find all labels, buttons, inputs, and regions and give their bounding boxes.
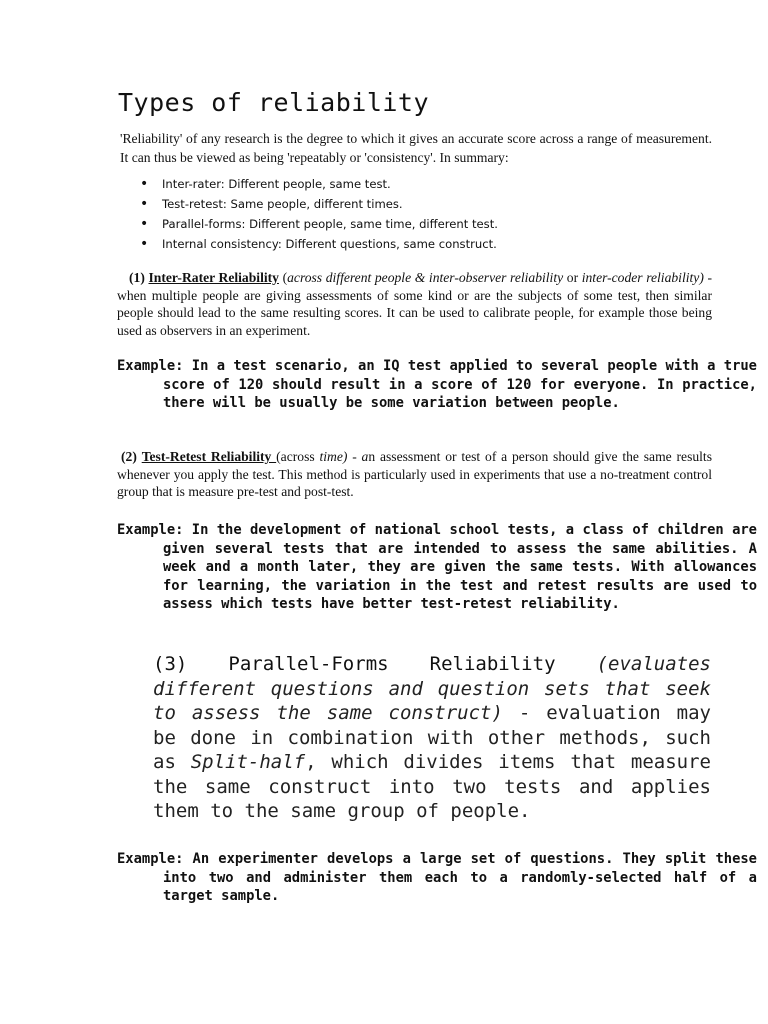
- section-paren: (across: [276, 449, 320, 464]
- list-item: • Parallel-forms: Different people, same time, different test.: [140, 214, 498, 234]
- section-italic-text: across different people & inter-observer reliability: [287, 270, 564, 285]
- section-body: n assessment or test of a person should give the same results whenever you apply the test. This method is particularly used in experiments that use a no-treatment control group that is measure pre-test and post-test.: [117, 449, 712, 499]
- section-body: - evaluation may be done in combination with other methods, such as: [153, 702, 711, 773]
- example-1: Example: In a test scenario, an IQ test applied to several people with a true score of 120 should result in a score of 120 for everyone. In practice, there will be usually be some variation between people.: [117, 358, 757, 411]
- section-connector: or: [563, 270, 582, 285]
- example-3: Example: An experimenter develops a large set of questions. They split these into two and administer them each to a randomly-selected half of a target sample.: [117, 851, 757, 904]
- section-italic-text: (evaluates different questions and question sets that seek to assess the same construct): [153, 653, 711, 724]
- section-body-2: , which divides items that measure the same construct into two tests and applies them to the same group of people.: [153, 751, 711, 822]
- list-item: • Inter-rater: Different people, same test.: [140, 174, 498, 194]
- section-inter-rater: [117, 269, 712, 339]
- section-test-retest: [117, 448, 712, 501]
- section-paren: (: [278, 270, 288, 285]
- page-title: Types of reliability: [118, 88, 430, 117]
- section-italic-text-2: inter-coder reliability): [581, 270, 704, 285]
- section-heading: Test-Retest Reliability: [141, 449, 277, 464]
- section-italic-text: time) - a: [319, 449, 369, 464]
- section-parallel-forms: [153, 652, 711, 824]
- summary-list: [140, 174, 498, 254]
- section-body: - when multiple people are giving assessments of some kind or are the subjects of some test, then similar people should lead to the same resulting scores. It can be used to calibrate people, for example those being used as observers in an experiment.: [117, 270, 713, 338]
- example-2: Example: In the development of national school tests, a class of children are given several tests that are intended to assess the same abilities. A week and a month later, they are given the same tests. With allowances for learning, the variation in the test and retest results are used to assess which tests have better test-retest reliability.: [117, 522, 757, 612]
- section-number: (2): [121, 449, 137, 464]
- intro-paragraph: 'Reliability' of any research is the degree to which it gives an accurate score across a range of measurement. It can thus be viewed as being 'repeatably or 'consistency'. In summary:: [120, 131, 712, 165]
- list-item: • Internal consistency: Different questions, same construct.: [140, 234, 498, 254]
- list-item: • Test-retest: Same people, different times.: [140, 194, 498, 214]
- section-heading: Inter-Rater Reliability: [148, 270, 279, 285]
- section-heading: (3) Parallel-Forms Reliability: [153, 653, 597, 675]
- split-half-term: Split-half: [190, 751, 306, 773]
- section-number: (1): [129, 270, 145, 285]
